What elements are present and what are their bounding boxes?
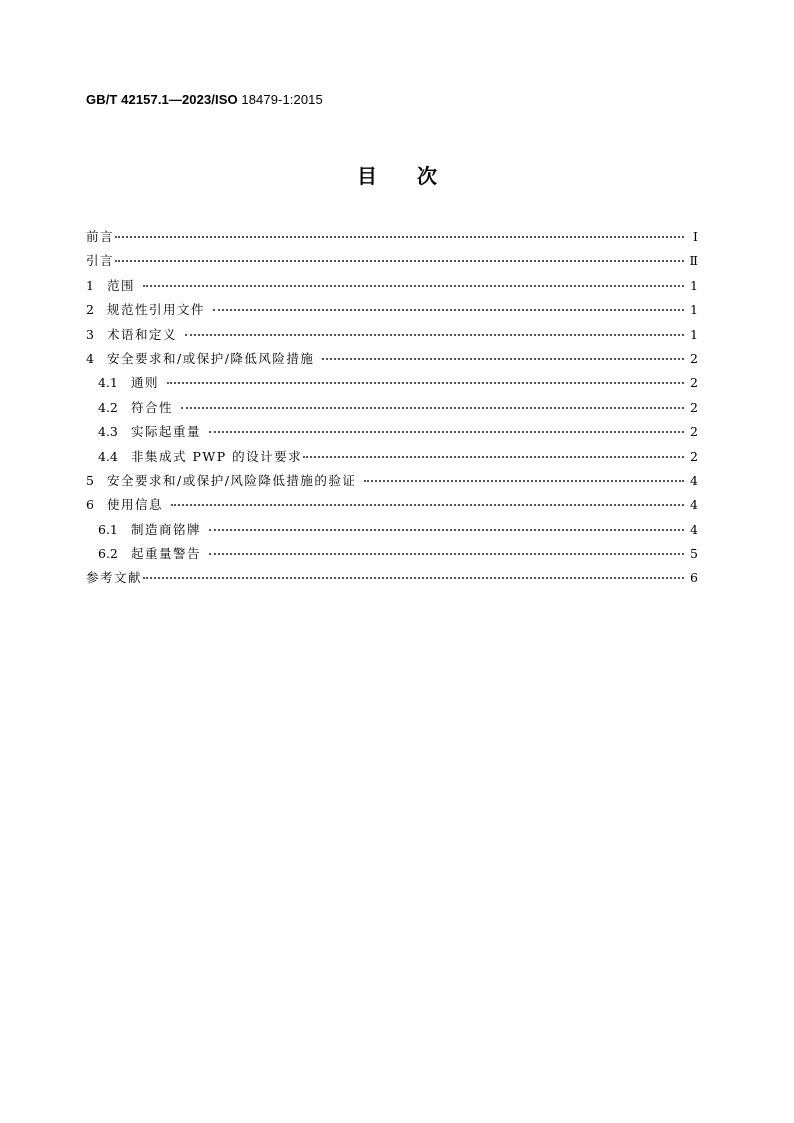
dot-leader (364, 480, 684, 482)
toc-entry-label: 非集成式 PWP 的设计要求 (131, 448, 303, 464)
toc-entry-foreword[interactable] (86, 227, 698, 251)
toc-entry-label: 使用信息 (107, 497, 164, 513)
toc-entry-number: 6 (86, 497, 94, 513)
toc-entry-page: 1 (690, 277, 698, 293)
toc-entry-number: 4.4 (98, 448, 118, 464)
toc-entry-label: 术语和定义 (107, 326, 178, 342)
toc-entry-bibliography[interactable] (86, 568, 698, 592)
toc-entry-page: 1 (690, 302, 698, 318)
toc-entry-label: 范围 (107, 277, 136, 293)
toc-entry-section-5[interactable] (86, 471, 698, 495)
toc-entry-page: Ⅱ (689, 253, 698, 269)
toc-entry-number: 6.1 (98, 521, 118, 537)
toc-entry-section-4-1[interactable] (86, 373, 698, 397)
toc-entry-label: 参考文献 (86, 570, 143, 586)
toc-entry-page: 4 (690, 472, 698, 488)
toc-entry-section-6[interactable] (86, 495, 698, 519)
toc-entry-label: 规范性引用文件 (107, 302, 206, 318)
toc-entry-section-4-2[interactable] (86, 398, 698, 422)
standard-code: GB/T 42157.1—2023/ISO (86, 92, 238, 107)
toc-entry-number: 4.1 (98, 375, 118, 391)
toc-entry-page: Ⅰ (693, 229, 698, 244)
document-header (86, 92, 323, 107)
toc-entry-page: 2 (690, 350, 698, 366)
dot-leader (209, 553, 684, 555)
dot-leader (115, 260, 683, 262)
toc-entry-label: 起重量警告 (131, 546, 202, 562)
toc-entry-label: 实际起重量 (131, 424, 202, 440)
toc-entry-page: 2 (690, 399, 698, 415)
toc-entry-number: 4 (86, 350, 94, 366)
toc-entry-label: 制造商铭牌 (131, 521, 202, 537)
dot-leader (209, 431, 684, 433)
toc-entry-number: 4.2 (98, 399, 118, 415)
toc-entry-section-4[interactable] (86, 349, 698, 373)
dot-leader (167, 382, 684, 384)
toc-entry-label: 安全要求和/或保护/风险降低措施的验证 (107, 472, 357, 488)
toc-entry-number: 1 (86, 277, 94, 293)
toc-entry-section-4-3[interactable] (86, 422, 698, 446)
dot-leader (143, 285, 684, 287)
toc-entry-section-2[interactable] (86, 300, 698, 324)
toc-entry-page: 4 (690, 521, 698, 537)
toc-entry-page: 4 (690, 497, 698, 513)
toc-entry-page: 2 (690, 448, 698, 464)
dot-leader (322, 358, 684, 360)
dot-leader (143, 577, 684, 579)
toc-entry-number: 2 (86, 302, 94, 318)
toc-entry-introduction[interactable] (86, 251, 698, 275)
dot-leader (181, 407, 684, 409)
toc-entry-label: 安全要求和/或保护/降低风险措施 (107, 350, 315, 366)
toc-entry-page: 6 (690, 570, 698, 586)
toc-entry-section-4-4[interactable] (86, 447, 698, 471)
toc-entry-page: 2 (690, 424, 698, 440)
page-title: 目次 (357, 164, 477, 188)
dot-leader (303, 456, 684, 458)
table-of-contents (86, 227, 698, 593)
toc-entry-section-3[interactable] (86, 325, 698, 349)
toc-entry-section-6-1[interactable] (86, 520, 698, 544)
toc-entry-label: 通则 (131, 375, 160, 391)
toc-entry-section-6-2[interactable] (86, 544, 698, 568)
toc-entry-number: 4.3 (98, 424, 118, 440)
toc-entry-page: 2 (690, 375, 698, 391)
toc-entry-number: 5 (86, 472, 94, 488)
iso-reference: 18479-1:2015 (237, 92, 323, 107)
dot-leader (213, 309, 684, 311)
dot-leader (115, 236, 684, 238)
toc-entry-label: 引言 (86, 253, 115, 269)
toc-entry-label: 前言 (86, 229, 115, 244)
dot-leader (171, 504, 684, 506)
toc-entry-number: 3 (86, 326, 94, 342)
toc-entry-page: 5 (690, 546, 698, 562)
toc-entry-label: 符合性 (131, 399, 174, 415)
toc-entry-section-1[interactable] (86, 276, 698, 300)
toc-entry-number: 6.2 (98, 546, 118, 562)
dot-leader (185, 334, 684, 336)
dot-leader (209, 529, 684, 531)
toc-entry-page: 1 (690, 326, 698, 342)
